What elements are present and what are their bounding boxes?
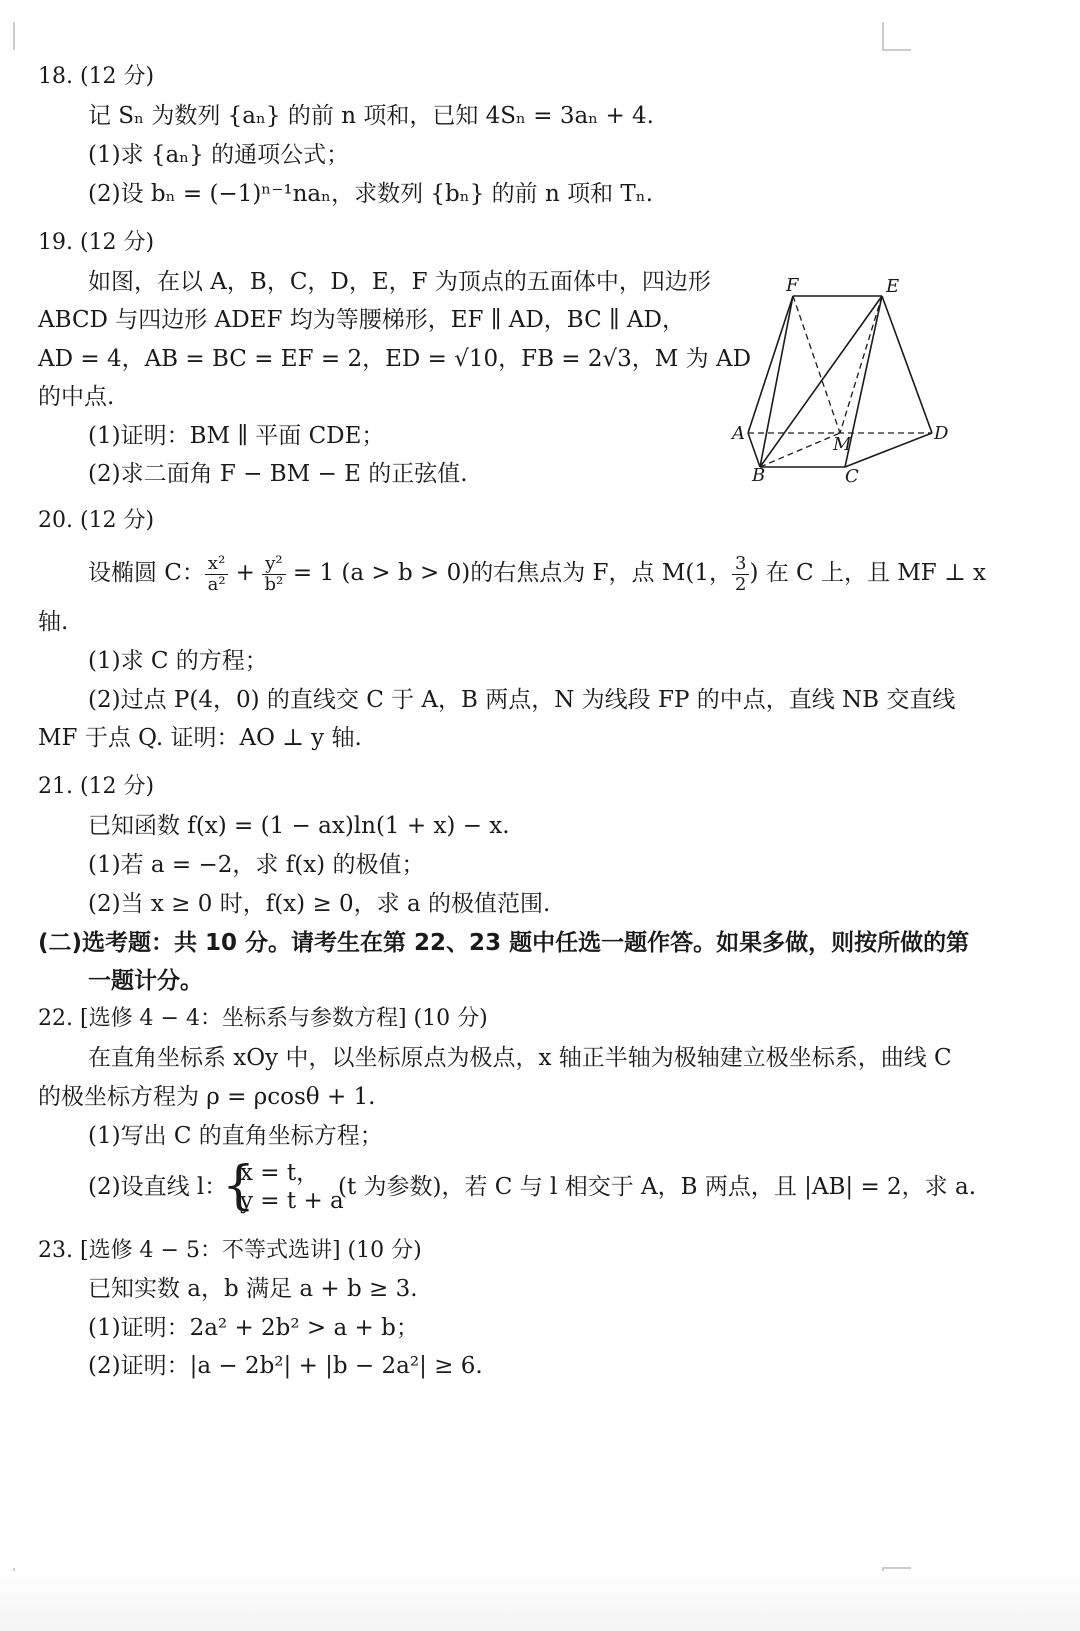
q22-system-eq1: x = t， (240, 1160, 320, 1186)
q21-stem: 已知函数 f(x) = (1 − ax)ln(1 + x) − x. (88, 813, 510, 839)
q22-system-eq2: y = t + a (240, 1188, 344, 1214)
vertex-label-A-holder (730, 420, 750, 444)
q23-header: 23. [选修 4 − 5：不等式选讲] (10 分) (38, 1238, 422, 1263)
frac-denominator: 2 (734, 573, 747, 595)
page-bottom-shadow (0, 1571, 1080, 1631)
q20-stem-suffix: ) 在 C 上，且 MF ⊥ x (749, 560, 986, 586)
q19-part2: (2)求二面角 F − BM − E 的正弦值. (88, 461, 468, 487)
section2-line2: 一题计分。 (88, 968, 203, 994)
q18-stem: 记 Sₙ 为数列 {aₙ} 的前 n 项和，已知 4Sₙ = 3aₙ + 4. (88, 103, 654, 129)
q23-stem: 已知实数 a，b 满足 a + b ≥ 3. (88, 1276, 418, 1302)
vertex-label-A: A (732, 423, 745, 444)
q20-frac-y (262, 554, 285, 595)
q19-line1: 如图，在以 A，B，C，D，E，F 为顶点的五面体中，四边形 (88, 269, 711, 295)
frac-numerator: y² (262, 554, 285, 575)
q19-part1: (1)证明：BM ∥ 平面 CDE； (88, 423, 385, 449)
q21-header: 21. (12 分) (38, 774, 155, 799)
frac-denominator: a² (207, 573, 226, 595)
q20-stem-cont: 轴. (38, 609, 69, 635)
q22-part1: (1)写出 C 的直角坐标方程； (88, 1123, 383, 1149)
q22-line1: 在直角坐标系 xOy 中，以坐标原点为极点，x 轴正半轴为极轴建立极坐标系，曲线 C (88, 1045, 952, 1071)
q20-part2-cont: MF 于点 Q. 证明：AO ⊥ y 轴. (38, 725, 362, 751)
frac-numerator: 3 (732, 554, 749, 575)
frac-numerator: x² (205, 554, 228, 575)
section2-line1: (二)选考题：共 10 分。请考生在第 22、23 题中任选一题作答。如果多做，则按所做的第 (38, 930, 970, 956)
q20-part1: (1)求 C 的方程； (88, 648, 268, 674)
q20-stem-prefix: 设椭圆 C： (88, 560, 205, 586)
q20-stem-mid: = 1 (a > b > 0)的右焦点为 F，点 M(1， (285, 560, 732, 586)
q19-line4: 的中点. (38, 384, 115, 410)
frac-denominator: b² (264, 573, 284, 595)
pentahedron-figure (752, 275, 960, 492)
q20-header: 20. (12 分) (38, 508, 155, 533)
q22-part2-prefix: (2)设直线 l： (88, 1174, 228, 1200)
q22-line2: 的极坐标方程为 ρ = ρcosθ + 1. (38, 1084, 376, 1110)
q23-part1: (1)证明：2a² + 2b² > a + b； (88, 1315, 419, 1341)
q21-part2: (2)当 x ≥ 0 时，f(x) ≥ 0，求 a 的极值范围. (88, 891, 551, 917)
vertex-label-C: C (845, 466, 859, 487)
vertex-label-E: E (886, 276, 900, 297)
q19-header: 19. (12 分) (38, 230, 155, 255)
q20-plus: + (228, 560, 263, 586)
q18-part2: (2)设 bₙ = (−1)ⁿ⁻¹naₙ，求数列 {bₙ} 的前 n 项和 Tₙ. (88, 181, 654, 207)
vertex-label-F: F (786, 275, 799, 296)
q20-stem (88, 553, 986, 595)
q22-header: 22. [选修 4 − 4：坐标系与参数方程] (10 分) (38, 1006, 488, 1031)
vertex-label-B: B (752, 465, 766, 486)
q22-part2-suffix: (t 为参数)，若 C 与 l 相交于 A，B 两点，且 |AB| = 2，求 a. (338, 1174, 977, 1200)
vertex-label-M: M (833, 434, 852, 455)
system-brace: { (222, 1156, 256, 1216)
q20-frac-x (205, 554, 228, 595)
q19-line2: ABCD 与四边形 ADEF 均为等腰梯形，EF ∥ AD，BC ∥ AD， (38, 307, 685, 333)
q19-line3: AD = 4，AB = BC = EF = 2，ED = √10，FB = 2√3，M 为 AD (38, 346, 752, 372)
q18-part1: (1)求 {aₙ} 的通项公式； (88, 142, 350, 168)
q21-part1: (1)若 a = −2，求 f(x) 的极值； (88, 852, 425, 878)
q20-part2: (2)过点 P(4，0) 的直线交 C 于 A，B 两点，N 为线段 FP 的中点，直线 NB 交直线 (88, 687, 956, 713)
q23-part2: (2)证明：|a − 2b²| + |b − 2a²| ≥ 6. (88, 1353, 483, 1379)
vertex-label-D: D (934, 423, 949, 444)
q20-frac-three-halves (732, 554, 749, 595)
q18-header: 18. (12 分) (38, 64, 155, 89)
